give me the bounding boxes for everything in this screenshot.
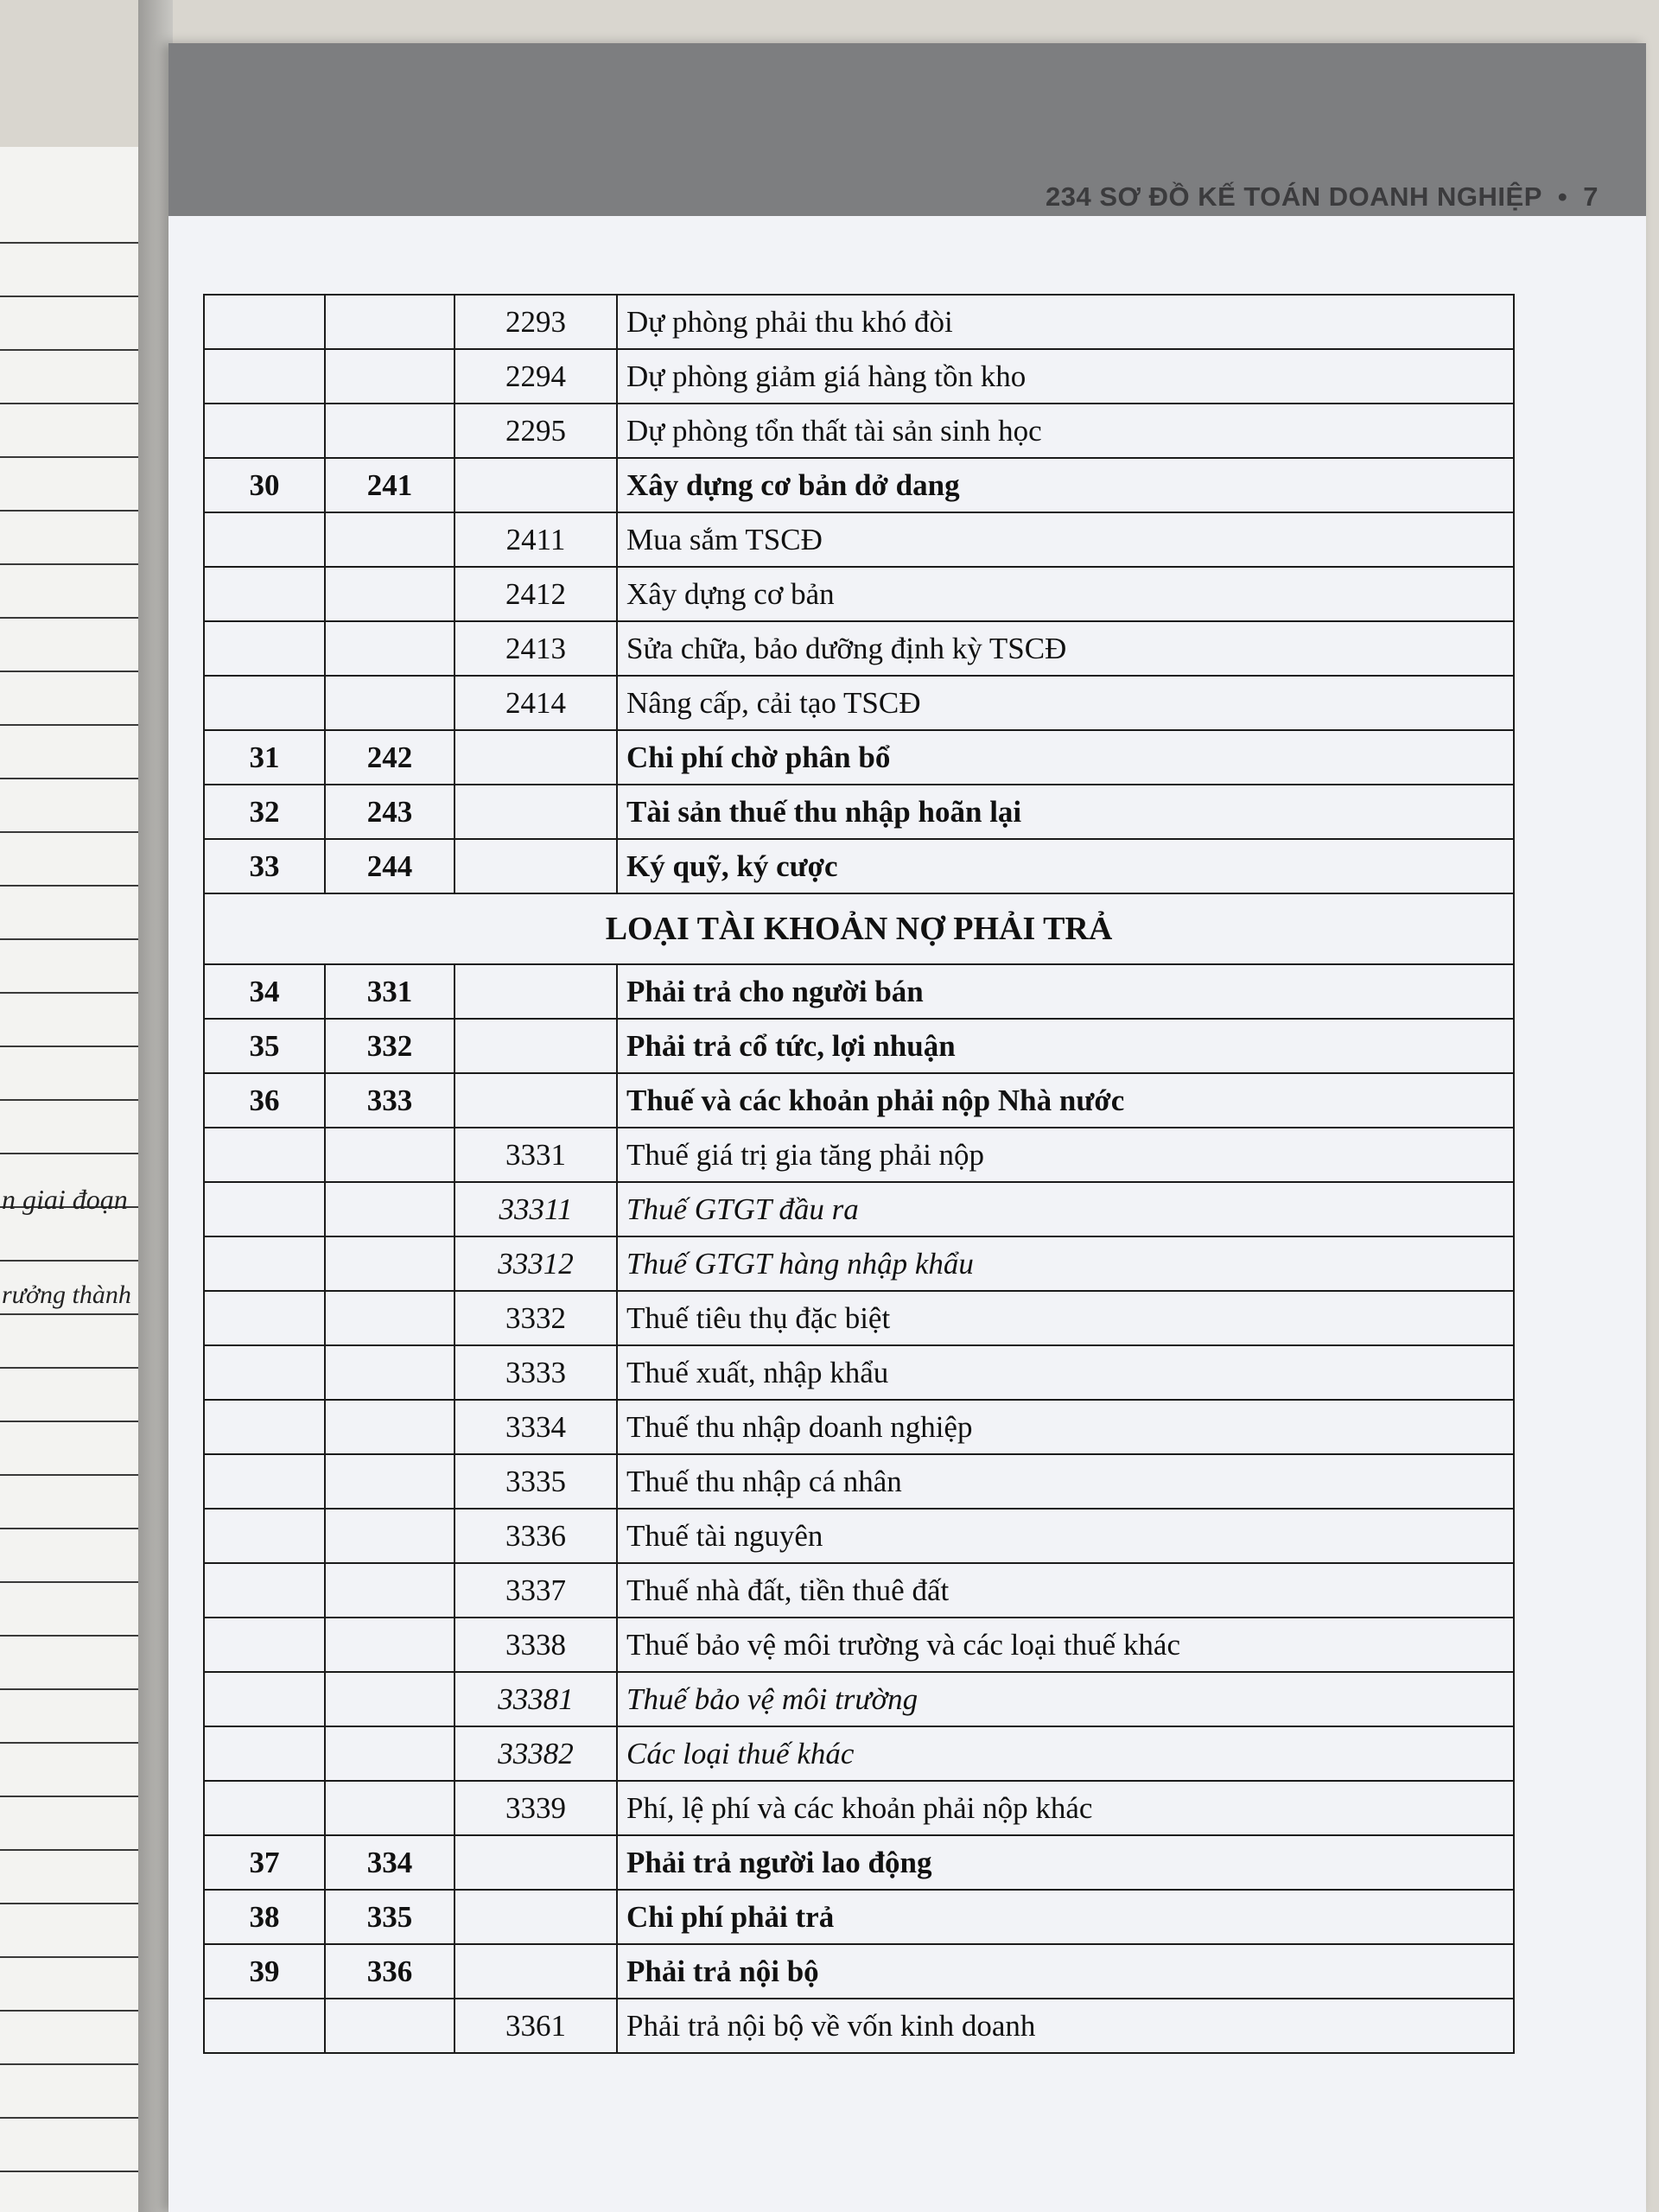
account-level1-code [325,1726,454,1781]
account-level2-code: 3339 [454,1781,617,1835]
left-page-fragment-2: rưởng thành [2,1281,131,1309]
account-level1-code [325,1781,454,1835]
account-ordinal [204,349,325,404]
table-row [204,1835,1514,1890]
table-row [204,1726,1514,1781]
left-page-rule [0,671,143,672]
table-row [204,349,1514,404]
account-level2-code [454,964,617,1019]
account-name: Thuế nhà đất, tiền thuê đất [617,1563,1514,1618]
left-page-rule [0,885,143,887]
account-level2-code [454,1890,617,1944]
account-name: Dự phòng giảm giá hàng tồn kho [617,349,1514,404]
account-level2-code: 3361 [454,1999,617,2053]
left-page-rule [0,617,143,619]
account-level1-code [325,1618,454,1672]
account-level1-code: 241 [325,458,454,512]
account-level2-code: 3334 [454,1400,617,1454]
account-level2-code [454,785,617,839]
left-page-rule [0,242,143,244]
left-page-rule [0,831,143,833]
table-row [204,1345,1514,1400]
account-ordinal [204,1563,325,1618]
account-name: Xây dựng cơ bản dở dang [617,458,1514,512]
left-page-rule [0,1796,143,1797]
account-name: Tài sản thuế thu nhập hoãn lại [617,785,1514,839]
account-ordinal: 32 [204,785,325,839]
account-level1-code: 331 [325,964,454,1019]
account-level2-code: 33382 [454,1726,617,1781]
account-ordinal [204,1672,325,1726]
account-ordinal [204,1182,325,1236]
left-page-rule [0,938,143,940]
book-spine [138,0,173,2212]
account-name: Chi phí chờ phân bổ [617,730,1514,785]
table-row [204,458,1514,512]
chart-of-accounts-table [203,294,1515,2054]
account-level1-code: 242 [325,730,454,785]
account-level2-code [454,1073,617,1128]
account-name: Thuế tiêu thụ đặc biệt [617,1291,1514,1345]
table-row [204,1128,1514,1182]
account-level2-code: 33312 [454,1236,617,1291]
section-title: LOẠI TÀI KHOẢN NỢ PHẢI TRẢ [204,893,1514,964]
table-section-row [204,893,1514,964]
account-name: Các loại thuế khác [617,1726,1514,1781]
account-ordinal [204,404,325,458]
left-page-rule [0,1099,143,1101]
account-level1-code [325,1236,454,1291]
account-ordinal [204,676,325,730]
page-number: 7 [1583,181,1599,212]
table-row [204,839,1514,893]
left-page-rule [0,724,143,726]
left-page-rule [0,1849,143,1851]
account-name: Thuế và các khoản phải nộp Nhà nước [617,1073,1514,1128]
account-level1-code [325,1291,454,1345]
account-level2-code: 2411 [454,512,617,567]
account-name: Phải trả cổ tức, lợi nhuận [617,1019,1514,1073]
table-row [204,964,1514,1019]
table-row [204,785,1514,839]
account-ordinal: 30 [204,458,325,512]
account-name: Phải trả cho người bán [617,964,1514,1019]
account-level2-code: 3331 [454,1128,617,1182]
table-row [204,1291,1514,1345]
left-page-rule [0,2010,143,2012]
account-ordinal [204,512,325,567]
account-ordinal: 39 [204,1944,325,1999]
account-level2-code: 2294 [454,349,617,404]
left-page-rule [0,403,143,404]
account-level1-code: 332 [325,1019,454,1073]
table-row [204,1454,1514,1509]
left-page-rule [0,1260,143,1262]
table-row [204,404,1514,458]
account-level2-code [454,839,617,893]
account-name: Sửa chữa, bảo dưỡng định kỳ TSCĐ [617,621,1514,676]
left-page-rule [0,1742,143,1744]
account-name: Dự phòng phải thu khó đòi [617,295,1514,349]
table-row [204,1781,1514,1835]
table-row [204,676,1514,730]
account-ordinal: 36 [204,1073,325,1128]
account-level2-code: 3332 [454,1291,617,1345]
account-name: Chi phí phải trả [617,1890,1514,1944]
table-row [204,1944,1514,1999]
table-row [204,730,1514,785]
account-level1-code [325,1345,454,1400]
account-name: Dự phòng tổn thất tài sản sinh học [617,404,1514,458]
left-page-rule [0,1367,143,1369]
account-level2-code: 2413 [454,621,617,676]
account-ordinal: 38 [204,1890,325,1944]
table-row [204,1019,1514,1073]
left-page-rule [0,456,143,458]
account-name: Thuế bảo vệ môi trường [617,1672,1514,1726]
account-ordinal: 35 [204,1019,325,1073]
account-ordinal [204,567,325,621]
table-row [204,621,1514,676]
account-level2-code: 2293 [454,295,617,349]
account-ordinal [204,1781,325,1835]
account-level1-code [325,349,454,404]
account-level2-code [454,1019,617,1073]
account-level1-code [325,1509,454,1563]
left-page-rule [0,2063,143,2065]
account-ordinal [204,1236,325,1291]
left-page-rule [0,1688,143,1690]
left-page-rule [0,1046,143,1047]
account-level2-code: 33311 [454,1182,617,1236]
account-ordinal [204,621,325,676]
table-row [204,1073,1514,1128]
account-name: Ký quỹ, ký cược [617,839,1514,893]
table-row [204,295,1514,349]
left-page-rule [0,1903,143,1904]
running-header [1046,181,1599,213]
left-page-rule [0,778,143,779]
left-page-rule [0,2171,143,2172]
account-ordinal [204,295,325,349]
account-name: Thuế GTGT hàng nhập khẩu [617,1236,1514,1291]
table-row [204,1890,1514,1944]
account-level1-code: 333 [325,1073,454,1128]
table-row [204,1400,1514,1454]
account-level1-code [325,295,454,349]
account-ordinal: 33 [204,839,325,893]
left-page-edge [0,147,144,2212]
account-ordinal [204,1726,325,1781]
account-level2-code: 2412 [454,567,617,621]
table-row [204,1563,1514,1618]
account-level2-code [454,1944,617,1999]
table-row [204,1618,1514,1672]
account-level2-code: 3336 [454,1509,617,1563]
account-name: Thuế thu nhập cá nhân [617,1454,1514,1509]
page-content [168,216,1646,2212]
left-page-rule [0,1956,143,1958]
account-level1-code: 243 [325,785,454,839]
left-page-rule [0,563,143,565]
account-level1-code: 336 [325,1944,454,1999]
left-page-rule [0,1635,143,1637]
table-row [204,1236,1514,1291]
account-level2-code: 2295 [454,404,617,458]
account-level1-code [325,1999,454,2053]
account-name: Xây dựng cơ bản [617,567,1514,621]
book-title: 234 SƠ ĐỒ KẾ TOÁN DOANH NGHIỆP [1046,181,1542,212]
header-separator: • [1557,181,1568,212]
left-page-rule [0,1421,143,1422]
left-page-rule [0,296,143,297]
account-ordinal: 37 [204,1835,325,1890]
table-row [204,512,1514,567]
left-page-rule [0,1528,143,1529]
table-row [204,1999,1514,2053]
account-name: Thuế thu nhập doanh nghiệp [617,1400,1514,1454]
account-level1-code [325,1454,454,1509]
account-name: Thuế xuất, nhập khẩu [617,1345,1514,1400]
account-level2-code: 33381 [454,1672,617,1726]
account-name: Thuế tài nguyên [617,1509,1514,1563]
account-level2-code: 2414 [454,676,617,730]
account-level2-code [454,1835,617,1890]
account-name: Phải trả nội bộ [617,1944,1514,1999]
account-level1-code: 335 [325,1890,454,1944]
account-level1-code [325,1672,454,1726]
account-level2-code: 3335 [454,1454,617,1509]
account-name: Nâng cấp, cải tạo TSCĐ [617,676,1514,730]
account-level1-code [325,404,454,458]
account-name: Mua sắm TSCĐ [617,512,1514,567]
left-page-rule [0,1581,143,1583]
left-page-rule [0,349,143,351]
left-page-rule [0,1153,143,1154]
account-level1-code [325,512,454,567]
left-page-rule [0,2117,143,2119]
account-level1-code [325,1128,454,1182]
account-level1-code [325,1400,454,1454]
account-ordinal [204,1128,325,1182]
account-level2-code: 3333 [454,1345,617,1400]
account-level1-code: 334 [325,1835,454,1890]
table-row [204,567,1514,621]
table-row [204,1672,1514,1726]
account-name: Thuế GTGT đầu ra [617,1182,1514,1236]
account-ordinal: 34 [204,964,325,1019]
table-row [204,1509,1514,1563]
account-ordinal [204,1345,325,1400]
book-page [168,43,1646,2212]
left-page-fragment-1: n giai đoạn [2,1184,128,1215]
account-level2-code: 3338 [454,1618,617,1672]
account-name: Thuế bảo vệ môi trường và các loại thuế khác [617,1618,1514,1672]
account-ordinal [204,1400,325,1454]
account-level1-code [325,1182,454,1236]
account-name: Thuế giá trị gia tăng phải nộp [617,1128,1514,1182]
table-row [204,1182,1514,1236]
account-level1-code [325,567,454,621]
left-page-rule [0,1474,143,1476]
account-level1-code [325,1563,454,1618]
account-name: Phải trả nội bộ về vốn kinh doanh [617,1999,1514,2053]
account-level2-code: 3337 [454,1563,617,1618]
account-name: Phải trả người lao động [617,1835,1514,1890]
account-level1-code [325,676,454,730]
account-ordinal: 31 [204,730,325,785]
account-level1-code [325,621,454,676]
account-ordinal [204,1509,325,1563]
account-ordinal [204,1999,325,2053]
left-page-rule [0,992,143,994]
account-level2-code [454,730,617,785]
account-ordinal [204,1618,325,1672]
account-name: Phí, lệ phí và các khoản phải nộp khác [617,1781,1514,1835]
account-level2-code [454,458,617,512]
left-page-rule [0,510,143,512]
account-level1-code: 244 [325,839,454,893]
left-page-rule [0,1313,143,1315]
account-ordinal [204,1291,325,1345]
account-ordinal [204,1454,325,1509]
